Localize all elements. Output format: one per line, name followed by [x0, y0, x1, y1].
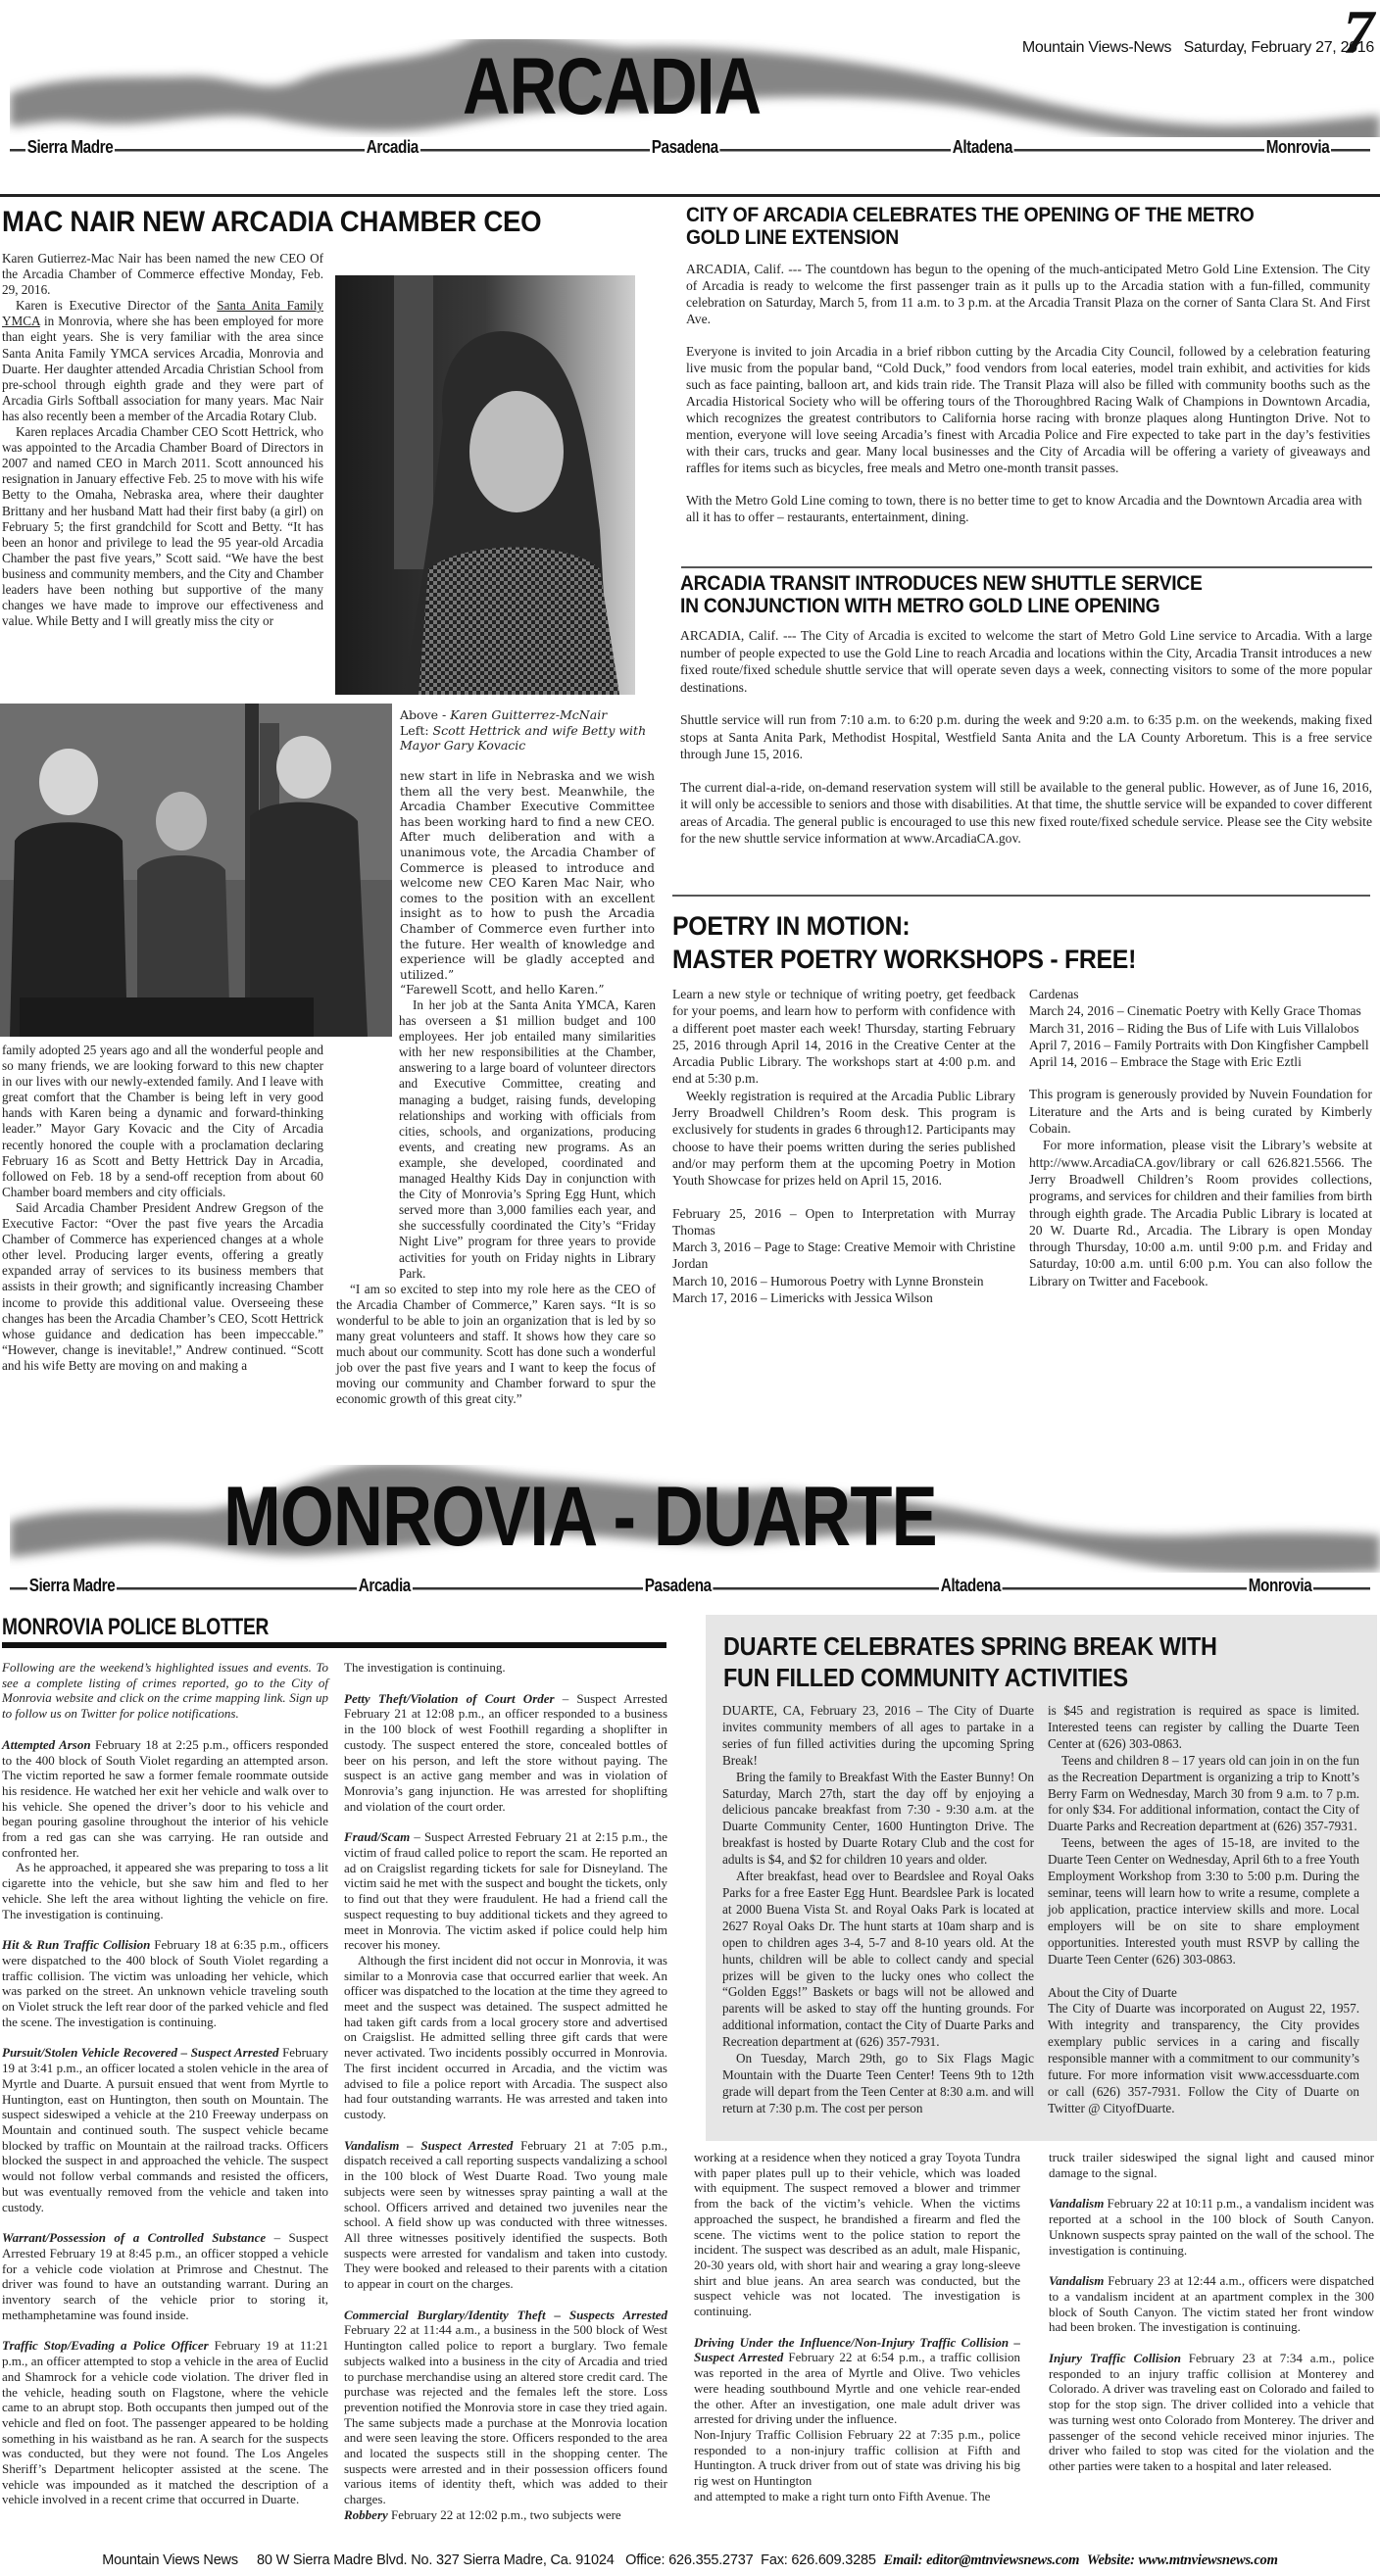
spacer [2, 1921, 328, 1937]
spacer [1049, 2258, 1374, 2273]
city-label: Sierra Madre [28, 1576, 116, 1595]
city-label: Arcadia [366, 137, 419, 157]
headline-rule [2, 1642, 666, 1648]
photo-hettrick-and-mayor [0, 704, 392, 1037]
blotter-entry [694, 2150, 1020, 2319]
blotter-entry [2, 2045, 328, 2214]
ceo-article-col2-bottom [336, 997, 656, 1407]
footer-email-link[interactable]: editor@mtnviewsnews.com [926, 2552, 1080, 2568]
spacer [1048, 1968, 1359, 1985]
masthead-monrovia-duarte [0, 1465, 1380, 1631]
ceo-article-col1-bottom [2, 1043, 323, 1374]
paragraph: “Farewell Scott, and hello Karen.” [400, 983, 605, 997]
incident-text: As he approached, it appeared she was preparing to toss a lit cigarette into the vehicle, but she saw him and fled to her vehicle. She left the area without lighting the vehicle on fire. The investigation is continuing. [2, 1860, 328, 1921]
spacer [344, 2122, 667, 2138]
schedule-item: March 17, 2016 – Limericks with Jessica Wilson [672, 1290, 933, 1306]
city-label: Sierra Madre [26, 137, 114, 157]
paragraph: With the Metro Gold Line coming to town, there is no better time to get to know Arcadia and the Downtown Arcadia area with all it has to offer – restaurants, entertainment, dining. [686, 493, 1362, 524]
paragraph: Said Arcadia Chamber President Andrew Gregson of the Executive Factor: “Over the past five years the Arcadia Chamber of Commerce has experienced changes at a whole other level. Producing larger events, offering a greatly expanded array of services to its business members that assists in their growth; and significantly increasing Chamber income to provide this additional value. Overseeing these changes has been the Arcadia Chamber’s CEO, Scott Hettrick whose guidance and dedication has been impeccable.” “However, change is inevitable!,” Andrew continued. “Scott and his wife Betty are moving on and making a [2, 1199, 323, 1373]
incident-type: Vandalism [1049, 2196, 1105, 2211]
paragraph: Teens, between the ages of 15-18, are invited to the Duarte Teen Center on Wednesday, April 6th to a free Youth Employment Workshop from 3:30 to 5:00 p.m. During the seminar, teens will learn how to write a resume, complete a job application, practice interview skills and more. Local employers will be on site to share employment opportunities. Interested youth must RSVP by calling the Duarte Teen Center (626) 303-0863. [1048, 1835, 1359, 1967]
headline-line: FUN FILLED COMMUNITY ACTIVITIES [723, 1663, 1128, 1692]
incident-text: – Suspect Arrested February 21 at 12:08 p.m., an officer responded to a business in the 100 block of west Foothill regarding a shoplifter in custody. The suspect entered the store, concealed bottles of beer on his person, and left the store without paying. The suspect is an active gang member and was in violation of Monrovia’s gang injunction. He was arrested for shoplifting and violation of the court order. [344, 1690, 667, 1814]
incident-text: Although the first incident did not occur in Monrovia, it was similar to a Monrovia case that occurred earlier that week. An officer was dispatched to the location at the time they agreed to meet and the suspect was detained. The suspect admitted he had taken gift cards from a local grocery store and advertised on Craigslist. He admitted selling three gift cards that were never activated. Two incidents possibly occurred in Monrovia. The first incident occurred in Arcadia, and the victim was advised to file a police report with Arcadia. The suspect also had four outstanding warrants. He was arrested and taken into custody. [344, 1952, 667, 2121]
spacer [2, 2322, 328, 2338]
incident-type: Fraud/Scam [344, 1829, 411, 1845]
paragraph: The City of Duarte was incorporated on August 22, 1957. With integrity and transparency, the City provides exemplary public services in a caring and fiscally responsible manner with a commitment to our community’s future. For more information visit www.accessduarte.com or call (626) 357-7931. Follow the City of Duarte on Twitter @ CityofDuarte. [1048, 2001, 1359, 2115]
blotter-entry [1049, 2273, 1374, 2335]
blotter-entry [1049, 2150, 1374, 2180]
ceo-article-col2 [400, 769, 655, 998]
paragraph: Shuttle service will run from 7:10 a.m. to 6:20 p.m. during the week and 9:20 a.m. to 6:35 p.m. on the weekends, making fixed stops at Santa Anita Park, Methodist Hospital, Westfield Santa Anita and the LA County Arboretum. This is a free service through June 15, 2016. [680, 712, 1372, 761]
blotter-entry [2, 1737, 328, 1861]
incident-text: February 18 at 6:35 p.m., officers were dispatched to the 400 block of South Violet regarding a traffic collision. The victim was unloading her vehicle, which was parked on the street. An unknown vehicle traveling south on Violet struck the left rear door of the parked vehicle and fled the scene. The investigation is continuing. [2, 1937, 329, 2029]
headline-line: MASTER POETRY WORKSHOPS - FREE! [672, 945, 1137, 974]
caption-above: Karen Guitterrez-McNair [450, 707, 608, 722]
headline-duarte [723, 1630, 1217, 1693]
section-title-arcadia: ARCADIA [463, 42, 762, 131]
caption-label: Left: [400, 722, 433, 738]
incident-type: Commercial Burglary/Identity Theft – Suspects Arrested [344, 2307, 667, 2322]
blotter-entries [344, 1660, 667, 2523]
blotter-entry [2, 1937, 328, 2029]
section-divider [0, 194, 1380, 197]
paragraph: The current dial-a-ride, on-demand reservation system will still be available to the general public. However, as of June 16, 2016, it will only be accessible to seniors and those with disabilities. At that time, the shuttle service will be expanded to cover different areas of Arcadia. The general public is encouraged to use this new fixed route/fixed schedule service. Please see the City website for the new shuttle service information at www.ArcadiaCA.gov. [680, 779, 1372, 846]
paragraph: is $45 and registration is required as space is limited. Interested teens can register by calling the Duarte Teen Center at (626) 303-0863. [1048, 1703, 1359, 1751]
spacer [344, 2292, 667, 2308]
spacer [344, 1814, 667, 1829]
incident-text: February 23 at 7:34 a.m., police responded to an injury traffic collision at Monterey and Colorado. A driver was traveling east on Colorado and failed to stop for the stop sign. The driver collided into a vehicle that was turning west onto Colorado from Monterey. The driver and passenger of the second vehicle received minor injuries. The driver who failed to stop was cited for the violation and the other parties were taken to a hospital and later released. [1049, 2351, 1374, 2473]
page-number: 7 [1343, 0, 1374, 67]
footer-email-label: Email: [883, 2552, 923, 2568]
incident-text: February 21 at 7:05 p.m., dispatch received a call reporting suspects vandalizing a school in the 100 block of West Duarte Road. Two young male subjects were seen by witnesses spray painting a wall at the school. Officers arrived and detained two juveniles near the school. A field show up was conducted with three witnesses. All three witnesses positively identified the suspects. Both suspects were arrested for vandalism and taken into custody. They were booked and released to their parents with a citation to appear in court on the charges. [344, 2137, 667, 2292]
blotter-intro: Following are the weekend’s highlighted issues and events. To see a complete listing of crimes reported, go to the City of Monrovia website and click on the crime mapping link. Sign up to follow us on Twitter for police notifications. [2, 1660, 328, 1722]
incident-type: Pursuit/Stolen Vehicle Recovered – Suspect Arrested [2, 2045, 279, 2061]
paragraph: family adopted 25 years ago and all the wonderful people and so many friends, we are looking forward to this new chapter in our lives with our newly-extended family. And I leave with great comfort that the Chamber is being left in very good hands with Karen being a dynamic and forward-thinking leader.” Mayor Gary Kovacic and the City of Arcadia recently honored the couple with a proclamation declaring February 16 as Scott and Betty Hettrick Day in Arcadia, followed on Feb. 18 by a send-off reception from about 60 Chamber board members and city officials. [2, 1043, 323, 1199]
section-title-monrovia-duarte: MONROVIA - DUARTE [223, 1470, 937, 1564]
paragraph: Teens and children 8 – 17 years old can join in on the fun as the Recreation Department is organizing a trip to Knott’s Berry Farm on Wednesday, March 30 from 9 a.m. to 7 p.m. for only $34. For additional information, contact the City of Duarte Parks and Recreation department at (626) 357-7931. [1048, 1752, 1359, 1834]
paragraph [2, 298, 323, 424]
paragraph: DUARTE, CA, February 23, 2016 – The City of Duarte invites community members of all ages to partake in a series of fun filled activities during the upcoming Spring Break! [722, 1703, 1034, 1768]
duarte-col1 [722, 1703, 1034, 2117]
city-label: Arcadia [358, 1576, 411, 1595]
schedule-item-continued: Cardenas [1029, 987, 1079, 1001]
paragraph: ARCADIA, Calif. --- The countdown has begun to the opening of the much-anticipated Metro Gold Line Extension. The City of Arcadia is ready to welcome the first passenger train as it pulls up to the Arcadia station with a fun-filled, community celebration on Saturday, March 5, from 11 a.m. to 3 p.m. at the Arcadia Transit Plaza on the corner of Santa Clara St. And First Ave. [686, 262, 1370, 326]
spacer [686, 327, 1370, 343]
paragraph: Everyone is invited to join Arcadia in a brief ribbon cutting by the Arcadia City Council, followed by a celebration featuring live music from the popular band, “Cold Duck,” food vendors from local eateries, model train exhibit, and activities for kids such as face painting, balloon art, and kids train ride. The Transit Plaza will also be filled with community booths such as the Arcadia Historical Society who will be offering tours of the Thoroughbred Racing Walk of Champions in Downtown Arcadia, which recognizes the greatest contributors to California horse racing with bronze plaques along Huntington Drive. Not to mention, everyone will love seeing Arcadia’s finest with Arcadia Police and Fire expected to take part in the day’s festivities with their cars, trucks and gear. Many local businesses and the City of Arcadia will be offering a variety of giveaways and raffles for items such as bicycles, free meals and Metro one-month transit passes. [686, 344, 1370, 475]
schedule-item: March 31, 2016 – Riding the Bus of Life with Luis Villalobos [1029, 1020, 1359, 1036]
paragraph: Bring the family to Breakfast With the Easter Bunny! On Saturday, March 27th, start the day off by enjoying a delicious pancake breakfast from 7:30 - 9:30 a.m. at the Duarte Community Center, 1600 Huntington Drive. The breakfast is hosted by Duarte Rotary Club and the cost for adults is $4, and $2 for children 10 years and older. [722, 1769, 1034, 1868]
incident-text: February 22 at 10:11 p.m., a vandalism incident was reported at a school in the 100 block of South Canyon. Unknown suspects spray painted on the wall of the school. The investigation is continuing. [1049, 2196, 1374, 2258]
blotter-entry [344, 2308, 667, 2507]
incident-text: February 22 at 6:54 p.m., a traffic collision was reported in the area of Myrtle and Olive. Two vehicles were heading southbound Myrtle and one vehicle rear-ended the other. After an investigation, one male adult driver was arrested for driving under the influence. [694, 2350, 1020, 2427]
city-label: Altadena [940, 1576, 1001, 1595]
incident-text: February 22 at 11:44 a.m., a business in the 500 block of West Huntington called police to report a burglary. Two female subjects walked into a business in the city of Arcadia and tried to purchase merchandise using an altered store credit card. The purchase was rejected and the females left the store. Loss prevention notified the Monrovia store in case they tried again. The same subjects made a purchase at the Monrovia location and were seen leaving the store. Officers responded to the area and located the suspects still in the shopping center. The suspects were arrested and in their possession officers found various items of identity theft, which was added to their charges. [344, 2322, 667, 2507]
incident-text: February 19 at 11:21 p.m., an officer attempted to stop a vehicle in the area of Euclid and Shamrock for a vehicle code violation. The driver fled in the vehicle, heading south on Flagstone, where the vehicle came to an abrupt stop. Both occupants then jumped out of the vehicle and fled on foot. The passenger appeared to be holding something in his waistband as he ran. A search for the suspects was conducted, but they were not found. The Los Angeles Sheriff’s Department helicopter assisted at the scene. The vehicle was impounded as it matched the description of a vehicle involved in a recent crime that occurred in Duarte. [2, 2338, 328, 2507]
schedule-item: April 7, 2016 – Family Portraits with Don Kingfisher Campbell [1029, 1037, 1369, 1052]
blotter-entry [344, 1829, 667, 1953]
spacer [1049, 2335, 1374, 2351]
blotter-entry [694, 2427, 1020, 2489]
article-divider [672, 895, 1370, 897]
spacer [2, 2029, 328, 2045]
incident-type: Vandalism – Suspect Arrested [344, 2137, 514, 2153]
schedule-item: March 10, 2016 – Humorous Poetry with Lynne Bronstein [672, 1273, 984, 1288]
incident-type: Traffic Stop/Evading a Police Officer [2, 2338, 209, 2354]
blotter-col1 [2, 1660, 328, 2507]
masthead-arcadia [0, 0, 1380, 167]
incident-type: Vandalism [1049, 2273, 1105, 2289]
incident-text: February 18 at 2:25 p.m., officers responded to the 400 block of South Violet regarding an attempted arson. The victim reported he saw a former female roommate outside his residence. He watched her exit her vehicle and walk over to his vehicle. She opened the driver’s door to his vehicle and began pouring gasoline throughout the interior of his vehicle from a red gas can she was carrying. He ran outside and confronted her. [2, 1736, 328, 1860]
blotter-col2 [344, 1660, 667, 2523]
headline-ceo: MAC NAIR NEW ARCADIA CHAMBER CEO [2, 206, 542, 238]
paragraph: This program is generously provided by Nuvein Foundation for Literature and the Arts and is being curated by Kimberly Cobain. [1029, 1087, 1372, 1137]
blotter-col4 [1049, 2150, 1374, 2474]
caption-left: Scott Hettrick and wife Betty with Mayor Gary Kovacic [400, 722, 647, 753]
schedule-item: April 14, 2016 – Embrace the Stage with Eric Eztli [1029, 1054, 1302, 1070]
incident-text: Non-Injury Traffic Collision February 22 at 7:35 p.m., police responded to a non-injury traffic collision at Fifth and Huntington. A truck driver from out of state was driving his big rig west on Huntington [694, 2426, 1020, 2489]
caption-label: Above - [400, 707, 451, 722]
paragraph: After breakfast, head over to Beardslee and Royal Oaks Parks for a free Easter Egg Hunt. Beardslee Park is located at 2000 Buena Vista St. and Royal Oaks Park is located at 2627 Royal Oaks Dr. The hunt starts at 10am sharp and is open to children ages 3-4, 5-7 and 8-10 years old. At the hunts, children will be able to collect candy and special prizes will be given to the lucky ones who collect the “Golden Eggs!” Baskets or bags will not be allowed and parents will be asked to stay off the hunting grounds. For additional information, contact the City of Duarte Parks and Recreation department at (626) 357-7931. [722, 1869, 1034, 2050]
headline-line: IN CONJUNCTION WITH METRO GOLD LINE OPENING [680, 595, 1160, 618]
text-run: Karen is Executive Director of the [16, 298, 218, 314]
blotter-entry [2, 2338, 328, 2507]
schedule-item: February 25, 2016 – Open to Interpretation with Murray Thomas [672, 1205, 1015, 1238]
about-heading: About the City of Duarte [1048, 1984, 1177, 2000]
spacer [680, 696, 1372, 711]
spacer [1029, 1070, 1372, 1086]
incident-text: – Suspect Arrested February 19 at 8:45 p.m., an officer stopped a vehicle for a vehicle code violation at Primrose and Chestnut. The driver was found to have an outstanding warrant. During an inventory search of the vehicle prior to storing it, methamphetamine was found inside. [2, 2230, 328, 2322]
page-footer [0, 2552, 1380, 2569]
paragraph: Weekly registration is required at the Arcadia Public Library Jerry Broadwell Children’s Room desk. This program is exclusively for students in grades 6 through12. Participants may choose to have their poems written during the series published and/or may perform them at the upcoming Poetry in Motion Youth Showcase for prizes held on April 15, 2016. [672, 1088, 1015, 1189]
city-label: Pasadena [651, 137, 718, 157]
incident-text: and attempted to make a right turn onto Fifth Avenue. The [694, 2488, 991, 2503]
photo-caption [400, 707, 655, 753]
headline-line: ARCADIA TRANSIT INTRODUCES NEW SHUTTLE SERVICE [680, 572, 1203, 595]
incident-text: – Suspect Arrested February 21 at 2:15 p.m., the victim of fraud called police to report the scam. He reported an ad on Craigslist regarding tickets for sale for Disneyland. The victim said he met with the suspect and bought the tickets, only to find out that they were fraudulent. He had a friend call the suspect requesting to buy additional tickets and they agreed to meet in Monrovia. The victim asked if police could help him recover his money. [344, 1829, 667, 1953]
shuttle-body [680, 627, 1372, 848]
blotter-entry [344, 1953, 667, 2122]
incident-type: Injury Traffic Collision [1049, 2351, 1181, 2366]
blotter-entry [2, 1860, 328, 1921]
poetry-col1 [672, 986, 1015, 1306]
blotter-entry [1049, 2196, 1374, 2258]
headline-police-blotter: MONROVIA POLICE BLOTTER [2, 1614, 270, 1640]
spacer [672, 1190, 1015, 1205]
issue-date: Saturday, February 27, 2016 [1183, 39, 1374, 56]
incident-text: The investigation is continuing. [344, 1660, 506, 1675]
paragraph: In her job at the Santa Anita YMCA, Karen has overseen a $1 million budget and 100 employees. Her job entailed many similarities with her new responsibilities at the Chamber, answering to a large board of volunteer directors and Executive Committee, creating and managing a budget, raising funds, developing relationships and working with officials from cities, schools, and organizations, producing events, and creating new programs. As an example, she developed, coordinated and managed Healthy Kids Day in conjunction with the City of Monrovia’s Spring Egg Hunt, which served more than 3,000 families each year, and she successfully coordinated the City’s “Friday Night Live” program for three years to provide activities for youth on Friday nights in Library Park. [399, 997, 656, 1281]
incident-text: working at a residence when they noticed a gray Toyota Tundra with paper plates pull up to their vehicle, which was loaded with equipment. The suspect removed a blower and trimmer from the back of the victim’s vehicle. When the victims approached the suspect, he brandished a firearm and fled the scene. The victims went to the police station to report the incident. The suspect was described as an adult, male Hispanic, 20-30 years old, with short hair and wearing a gray long-sleeve shirt and blue jeans. An area search was conducted, but the suspect vehicle was not located. The investigation is continuing. [694, 2150, 1020, 2319]
schedule-item: March 3, 2016 – Page to Stage: Creative Memoir with Christine Jordan [672, 1239, 1015, 1272]
blotter-entry [694, 2489, 1020, 2504]
headline-gold-line [686, 204, 1254, 249]
incident-text: February 19 at 3:41 p.m., an officer located a stolen vehicle in the area of Myrtle and Duarte. A pursuit ensued that went from Myrtle to Huntington, east on Huntington, then south on Mountain. The suspect sideswiped a vehicle at the 210 Freeway underpass on Mountain and continued south. The suspect vehicle became blocked by traffic on Mountain at the railroad tracks. Officers blocked the suspect in and approached the vehicle. The suspect would not follow verbal commands and resisted the officers, but was eventually removed from the vehicle and taken into custody. [2, 2045, 328, 2214]
spacer [694, 2319, 1020, 2335]
article-divider [681, 566, 1372, 568]
city-line [10, 1576, 1370, 1599]
blotter-entry [2, 2230, 328, 2322]
city-label: Altadena [952, 137, 1012, 157]
incident-text: February 22 at 12:02 p.m., two subjects were [387, 2506, 621, 2522]
spacer [2, 1722, 328, 1737]
paragraph: ARCADIA, Calif. --- The City of Arcadia is excited to welcome the start of Metro Gold Line service to Arcadia. With a large number of people expected to use the Gold Line to reach Arcadia and locations within the City, Arcadia Transit introduces a new fixed route/fixed schedule shuttle service that will operate seven days a week, connecting visitors to some of the more popular destinations. [680, 628, 1372, 695]
publication-name: Mountain Views-News [1021, 39, 1172, 56]
blotter-entry [1049, 2351, 1374, 2474]
incident-type: Hit & Run Traffic Collision [2, 1937, 151, 1953]
paragraph: Karen Gutierrez-Mac Nair has been named the new CEO Of the Arcadia Chamber of Commerce effective Monday, Feb. 29, 2016. [2, 251, 323, 298]
blotter-entries [694, 2150, 1020, 2503]
incident-type: Petty Theft/Violation of Court Order [344, 1690, 555, 1706]
photo-karen-mac-nair [335, 275, 635, 695]
poetry-col2 [1029, 986, 1372, 1289]
publication-date [1022, 39, 1374, 57]
footer-website-label: Website: [1086, 2552, 1135, 2568]
incident-type: Robbery [344, 2506, 388, 2522]
incident-text: February 23 at 12:44 a.m., officers were dispatched to a vandalism incident at an apartment complex in the 300 block of South Canyon. The victim stated her front window had been broken. The investigation is continuing. [1049, 2273, 1374, 2335]
paragraph: new start in life in Nebraska and we wish them all the very best. Meanwhile, the Arcadia Chamber Executive Committee has been working hard to find a new CEO. After much deliberation and with a unanimous vote, the Arcadia Chamber of Commerce is pleased to introduce and welcome new CEO Karen Mac Nair, who comes to the position with an excellent insight as to how to push the Arcadia Chamber of Commerce even further into the future. Her wealth of knowledge and experience will be gladly accepted and utilized.” [400, 769, 655, 982]
spacer [344, 1676, 667, 1691]
footer-address: 80 W Sierra Madre Blvd. No. 327 Sierra Madre, Ca. 91024 [257, 2552, 615, 2568]
paragraph: For more information, please visit the Library’s website at http://www.ArcadiaCA.gov/library or call 626.821.5566. The Jerry Broadwell Children’s Room provides collections, programs, and services for children and their families from birth through eighth grade. The Arcadia Public Library is located at 20 W. Duarte Rd., Arcadia. The Library is open Monday through Thursday, 10:00 a.m. until 9:00 p.m. and Friday and Saturday, 10:00 a.m. until 6:00 p.m. You can also follow the Library on Twitter and Facebook. [1029, 1138, 1372, 1288]
city-label: Monrovia [1248, 1576, 1312, 1595]
blotter-entry [344, 1691, 667, 1815]
city-label: Pasadena [644, 1576, 712, 1595]
blotter-entry [344, 2138, 667, 2292]
headline-line: GOLD LINE EXTENSION [686, 226, 899, 250]
incident-type: Driving Under the Influence/Non-Injury Traffic Collision – Suspect Arrested [694, 2334, 1020, 2365]
spacer [2, 2214, 328, 2230]
headline-line: POETRY IN MOTION: [672, 911, 911, 941]
duarte-col2 [1048, 1703, 1359, 2117]
city-label: Monrovia [1265, 137, 1330, 157]
headline-line: CITY OF ARCADIA CELEBRATES THE OPENING OF THE METRO [686, 204, 1255, 226]
text-run: in Monrovia, where she has been employed for more than eight years. She is very familiar with the area since Santa Anita Family YMCA services Arcadia, Monrovia and Duarte. Her daughter attended Arcadia Christian School from pre-school through eighth grade and they were part of Arcadia Girls Softball association for many years. Mac Nair has also recently been a member of the Arcadia Rotary Club. [2, 314, 323, 423]
footer-fax: Fax: 626.609.3285 [761, 2552, 876, 2568]
headline-shuttle [680, 572, 1203, 617]
paragraph: Learn a new style or technique of writing poetry, get feedback for your poems, and learn how to perform with confidence with a different poet master each week! Thursday, starting February 25, 2016 through April 14, 2016 in the Creative Center at the Arcadia Public Library. The workshops start at 4:00 p.m. and end at 5:30 p.m. [672, 987, 1015, 1087]
spacer [686, 476, 1370, 492]
paragraph: On Tuesday, March 29th, go to Six Flags Magic Mountain with the Duarte Teen Center! Teens 9th to 12th grade will depart from the Teen Center at 8:30 a.m. and will return at 7:30 p.m. The cost per person [722, 2051, 1034, 2115]
incident-type: Warrant/Possession of a Controlled Substance [2, 2230, 267, 2246]
spacer [1049, 2180, 1374, 2196]
headline-line: DUARTE CELEBRATES SPRING BREAK WITH [723, 1631, 1217, 1661]
incident-type: Attempted Arson [2, 1736, 91, 1752]
spacer [680, 763, 1372, 779]
schedule-item: March 24, 2016 – Cinematic Poetry with Kelly Grace Thomas [1029, 1003, 1361, 1019]
city-line [10, 137, 1370, 161]
blotter-entry [344, 1660, 667, 1676]
ymca-link[interactable]: Santa Anita Family YMCA [2, 298, 323, 329]
gold-line-body [686, 261, 1370, 525]
paragraph: Karen replaces Arcadia Chamber CEO Scott Hettrick, who was appointed to the Arcadia Chamber Board of Directors in 2007 and named CEO in March 2011. Scott announced his resignation in January effective Feb. 25 to move with his wife Betty to the Omaha, Nebraska area, where their daughter Brittany and her husband Matt had their first baby (a girl) on February 5; the first grandchild for Scott and Betty. “It has been an honor and privilege to lead the 95 year-old Arcadia Chamber the past five years,” Scott said. “We have the best business and community members, and the City and Chamber leaders have been nothing but supportive of the many changes we have made to improve our effectiveness and value. While Betty and I will greatly miss the city or [2, 424, 323, 629]
blotter-col3 [694, 2150, 1020, 2503]
paragraph: “I am so excited to step into my role here as the CEO of the Arcadia Chamber of Commerce,” Karen says. “It is so wonderful to be able to join an organization that is led by so many great volunteers and staff. It shows how they care so much about our community. Scott has done such a wonderful job over the past five years and I want to keep the focus of moving our community and Chamber forward to spur the economic growth of this great city.” [336, 1281, 656, 1407]
footer-office-phone: Office: 626.355.2737 [625, 2552, 754, 2568]
ceo-article-col1 [2, 251, 323, 629]
blotter-entries [1049, 2150, 1374, 2474]
headline-poetry [672, 909, 1136, 976]
incident-text: truck trailer sideswiped the signal light and caused minor damage to the signal. [1049, 2150, 1374, 2180]
blotter-entries [2, 1737, 328, 2507]
blotter-entry [694, 2335, 1020, 2427]
footer-publication: Mountain Views News [102, 2552, 238, 2568]
footer-website-link[interactable]: www.mtnviewsnews.com [1138, 2552, 1278, 2568]
blotter-entry [344, 2507, 667, 2523]
